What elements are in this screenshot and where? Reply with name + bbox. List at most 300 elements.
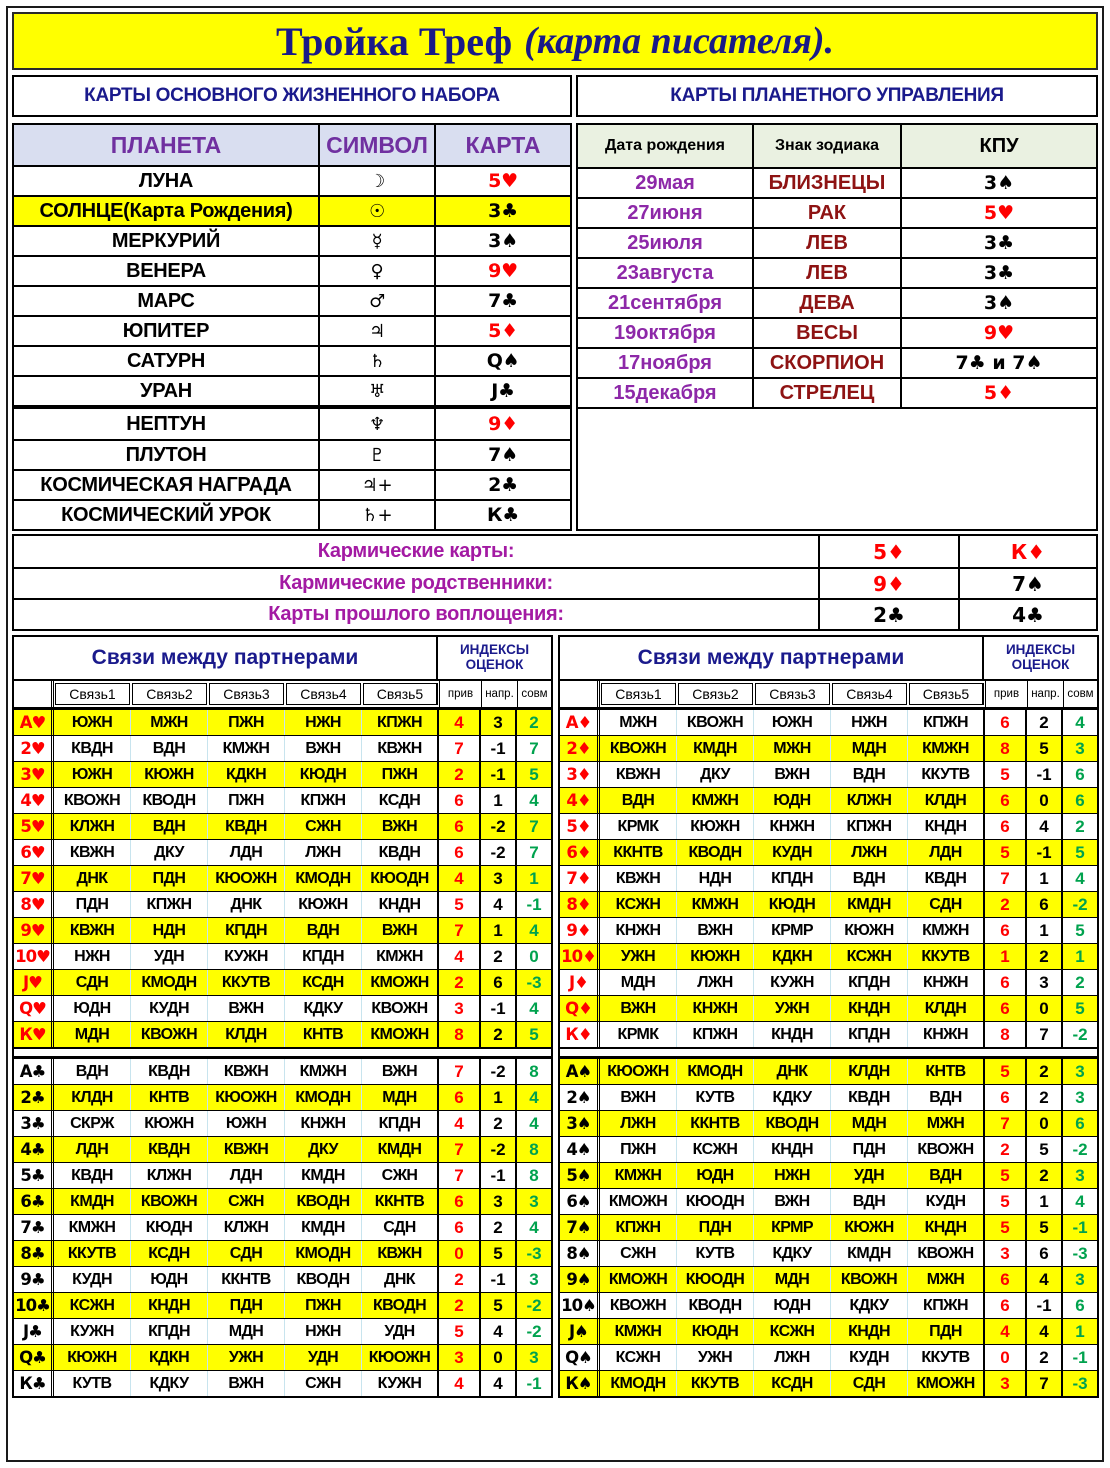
link-value: КВОДН: [362, 1293, 439, 1318]
link-value: НЖН: [285, 1319, 362, 1344]
card-label: 8♣: [14, 1241, 54, 1266]
link-value: КВОДН: [131, 788, 208, 813]
planet-row: [14, 375, 570, 405]
partner-row: [14, 865, 551, 891]
partners-section: [12, 635, 1098, 1398]
kpu-card: 7♣ и 7♠: [955, 352, 1043, 374]
planet-row: [14, 405, 570, 439]
index-sovm: 5: [1075, 920, 1085, 940]
link-value: КПЖН: [908, 1293, 985, 1318]
index-sovm: -3: [526, 1243, 542, 1263]
planet-card: К♣: [487, 504, 519, 526]
link-value: ВЖН: [600, 996, 677, 1021]
index-napr: 5: [1027, 1215, 1063, 1240]
zodiac-sign: СТРЕЛЕЦ: [754, 379, 902, 407]
planet-row: [14, 345, 570, 375]
index-priv: 5: [985, 1059, 1027, 1084]
index-sovm: 5: [529, 764, 539, 784]
index-napr: 1: [1027, 866, 1063, 891]
karmic-card-1: 5♦: [820, 536, 960, 567]
link-value: КМДН: [831, 1241, 908, 1266]
index-sovm: 3: [1075, 1087, 1085, 1107]
card-label: 8♠: [560, 1241, 600, 1266]
link-value: ККНТВ: [600, 840, 677, 865]
index-napr: 2: [1027, 1345, 1063, 1370]
partner-row: [560, 1084, 1097, 1110]
link-value: КПЖН: [600, 1215, 677, 1240]
partner-row: [14, 787, 551, 813]
ruling-row: [578, 167, 1096, 197]
col-header-kpu: КПУ: [979, 134, 1019, 157]
link-value: ПДН: [677, 1215, 754, 1240]
planet-name: КОСМИЧЕСКАЯ НАГРАДА: [14, 471, 320, 499]
partners-right-body: [560, 681, 1097, 1396]
link-value: КМДН: [362, 1137, 439, 1162]
link-value: КМДН: [54, 1189, 131, 1214]
link-value: СЖН: [285, 814, 362, 839]
index-priv: 5: [985, 1189, 1027, 1214]
empty-box: [576, 409, 1098, 531]
link-value: МЖН: [131, 710, 208, 735]
link-value: ПЖН: [285, 1293, 362, 1318]
index-napr: 2: [1027, 1085, 1063, 1110]
link-value: ККУТВ: [677, 1371, 754, 1396]
link-value: ДКУ: [285, 1137, 362, 1162]
link-value: КНДН: [908, 1215, 985, 1240]
ruling-row: [578, 347, 1096, 377]
partner-row: [14, 1021, 551, 1047]
partner-row: [14, 1110, 551, 1136]
link-value: КРМК: [600, 1022, 677, 1047]
link-value: КМЖН: [362, 944, 439, 969]
index-napr: -1: [481, 1267, 517, 1292]
link-value: УДН: [131, 944, 208, 969]
index-priv: 5: [439, 892, 481, 917]
planet-row: [14, 439, 570, 469]
col-header-zodiac: Знак зодиака: [754, 125, 902, 167]
index-napr: -1: [1027, 840, 1063, 865]
link-value: КНДН: [131, 1293, 208, 1318]
link-value: КЮОЖН: [208, 1085, 285, 1110]
link-value: МДН: [208, 1319, 285, 1344]
partner-row: [14, 1292, 551, 1318]
link-value: КМОЖН: [600, 1189, 677, 1214]
ruling-table: [576, 123, 1098, 409]
link-value: ВДН: [831, 866, 908, 891]
card-label: 9♠: [560, 1267, 600, 1292]
link-value: КСДН: [285, 970, 362, 995]
link-value: ВДН: [600, 788, 677, 813]
link-value: ККУТВ: [54, 1241, 131, 1266]
link-value: КМЖН: [908, 918, 985, 943]
link-value: КВДН: [54, 1163, 131, 1188]
partner-row: [560, 1370, 1097, 1396]
planet-table-header: [14, 125, 570, 165]
kpu-card: 5♦: [983, 382, 1015, 404]
birth-date: 27июня: [578, 199, 754, 227]
link-value: КУДН: [831, 1345, 908, 1370]
link-value: ВДН: [831, 762, 908, 787]
card-label: К♦: [560, 1022, 600, 1047]
link-value: КЛДН: [54, 1085, 131, 1110]
partner-row: [14, 917, 551, 943]
link-value: СЖН: [285, 1371, 362, 1396]
index-napr: 3: [481, 866, 517, 891]
link-value: СДН: [908, 892, 985, 917]
index-priv: 7: [439, 1059, 481, 1084]
birth-date: 29мая: [578, 169, 754, 197]
index-sovm: 6: [1075, 790, 1085, 810]
index-priv: 7: [439, 918, 481, 943]
index-sovm: 4: [529, 790, 539, 810]
link-value: ККНТВ: [208, 1267, 285, 1292]
planet-card: 5♦: [488, 320, 518, 342]
index-sovm: 0: [529, 946, 539, 966]
partner-row: [560, 761, 1097, 787]
link-value: КУТВ: [677, 1085, 754, 1110]
karmic-row: [14, 536, 1096, 567]
index-priv: 6: [985, 918, 1027, 943]
planet-card: Q♠: [486, 350, 520, 372]
index-napr: -1: [481, 1163, 517, 1188]
index-napr: 2: [1027, 1163, 1063, 1188]
link-value: ВДН: [831, 1189, 908, 1214]
index-priv: 6: [439, 1085, 481, 1110]
partner-row: [14, 891, 551, 917]
partner-row: [560, 1344, 1097, 1370]
card-label: J♣: [14, 1319, 54, 1344]
link-value: ДНК: [208, 892, 285, 917]
link-value: КВОЖН: [131, 1189, 208, 1214]
col-header-symbol: СИМВОЛ: [320, 125, 436, 165]
index-priv: 6: [985, 1085, 1027, 1110]
link-value: ЮДН: [54, 996, 131, 1021]
index-priv: 6: [985, 1267, 1027, 1292]
section-header-planetary: КАРТЫ ПЛАНЕТНОГО УПРАВЛЕНИЯ: [576, 75, 1098, 117]
link-value: КСЖН: [677, 1137, 754, 1162]
karmic-card-2: 4♣: [1012, 602, 1044, 627]
planet-symbol-icon: ♆: [320, 409, 436, 439]
partner-row: [14, 1136, 551, 1162]
partners-title: Связи между партнерами: [14, 637, 438, 679]
partner-row: [14, 969, 551, 995]
planet-row: [14, 315, 570, 345]
card-label: 4♠: [560, 1137, 600, 1162]
index-napr: 1: [481, 918, 517, 943]
index-priv: 3: [985, 1371, 1027, 1396]
partner-row: [560, 865, 1097, 891]
partner-row: [14, 1344, 551, 1370]
link-value: ДНК: [362, 1267, 439, 1292]
index-priv: 4: [439, 710, 481, 735]
index-napr: 7: [1027, 1371, 1063, 1396]
karmic-rows: [14, 536, 1096, 629]
planet-rows: [14, 165, 570, 529]
link-value: КЮДН: [285, 762, 362, 787]
link-value: ВЖН: [600, 1085, 677, 1110]
link-value: КНТВ: [285, 1022, 362, 1047]
index-priv: 0: [439, 1241, 481, 1266]
col-header-birth-date: Дата рождения: [578, 125, 754, 167]
partner-row: [560, 1110, 1097, 1136]
link-value: КВДН: [54, 736, 131, 761]
card-label: 3♠: [560, 1111, 600, 1136]
link-value: КСДН: [131, 1241, 208, 1266]
partner-row: [14, 1318, 551, 1344]
index-priv: 5: [439, 1319, 481, 1344]
link-value: КВЖН: [208, 1059, 285, 1084]
index-napr: 4: [1027, 1319, 1063, 1344]
index-priv: 3: [985, 1241, 1027, 1266]
index-sovm: 4: [529, 920, 539, 940]
link-value: КВОЖН: [362, 996, 439, 1021]
zodiac-sign: ДЕВА: [754, 289, 902, 317]
link-value: КМОДН: [285, 1085, 362, 1110]
planet-name: КОСМИЧЕСКИЙ УРОК: [14, 501, 320, 529]
link-value: ПЖН: [208, 788, 285, 813]
karmic-card-1: 9♦: [820, 569, 960, 598]
partners-table-right: [558, 635, 1099, 1398]
partner-row: [14, 813, 551, 839]
planet-name: ВЕНЕРА: [14, 257, 320, 285]
card-label: 10♦: [560, 944, 600, 969]
index-sovm: -1: [1072, 1347, 1088, 1367]
link-value: ВЖН: [362, 814, 439, 839]
index-priv: 6: [439, 814, 481, 839]
link-value: КВЖН: [208, 1137, 285, 1162]
link-value: КПДН: [131, 1319, 208, 1344]
link-value: КУЖН: [362, 1371, 439, 1396]
link-value: ККНТВ: [362, 1189, 439, 1214]
partner-row: [560, 1058, 1097, 1084]
link-value: КМОДН: [131, 970, 208, 995]
planet-card: 2♣: [488, 474, 518, 496]
link-value: КПДН: [831, 970, 908, 995]
link-value: КПДН: [208, 918, 285, 943]
link-value: ВДН: [285, 918, 362, 943]
partner-row: [560, 943, 1097, 969]
link-col-header: Связь3: [209, 683, 284, 705]
index-col-header: напр.: [481, 681, 517, 707]
link-value: КНТВ: [131, 1085, 208, 1110]
card-label: 4♣: [14, 1137, 54, 1162]
link-value: НЖН: [285, 710, 362, 735]
link-value: КДКН: [131, 1345, 208, 1370]
planet-name: ЛУНА: [14, 167, 320, 195]
index-priv: 2: [439, 1267, 481, 1292]
link-col-header: Связь5: [909, 683, 984, 705]
link-value: КМЖН: [208, 736, 285, 761]
link-value: КДКУ: [285, 996, 362, 1021]
link-value: КСЖН: [600, 892, 677, 917]
link-value: ВЖН: [677, 918, 754, 943]
link-value: ЮЖН: [54, 762, 131, 787]
link-value: КЛЖН: [208, 1215, 285, 1240]
link-value: СЖН: [362, 1163, 439, 1188]
link-value: КУЖН: [54, 1319, 131, 1344]
link-value: ЛДН: [208, 840, 285, 865]
index-napr: -2: [481, 1059, 517, 1084]
link-value: ДКУ: [677, 762, 754, 787]
birth-date: 15декабря: [578, 379, 754, 407]
link-value: КПЖН: [362, 710, 439, 735]
link-value: ККУТВ: [908, 1345, 985, 1370]
index-col-header: совм: [517, 681, 551, 707]
index-napr: 5: [481, 1293, 517, 1318]
karmic-card-1: 2♣: [820, 600, 960, 629]
card-label: А♦: [560, 710, 600, 735]
link-value: КУЖН: [754, 970, 831, 995]
link-value: КРМР: [754, 1215, 831, 1240]
link-value: ЮДН: [131, 1267, 208, 1292]
link-value: МДН: [831, 736, 908, 761]
index-priv: 5: [985, 1215, 1027, 1240]
index-sovm: 4: [529, 1113, 539, 1133]
card-label: 5♦: [560, 814, 600, 839]
link-value: ПЖН: [600, 1137, 677, 1162]
card-label: 2♦: [560, 736, 600, 761]
link-value: ЛЖН: [831, 840, 908, 865]
link-value: УДН: [285, 1345, 362, 1370]
index-priv: 6: [985, 970, 1027, 995]
link-value: КПЖН: [677, 1022, 754, 1047]
link-value: КНДН: [362, 892, 439, 917]
link-value: КЮДН: [677, 1319, 754, 1344]
link-value: УДН: [362, 1319, 439, 1344]
index-sovm: -2: [526, 1321, 542, 1341]
index-napr: 6: [1027, 1241, 1063, 1266]
link-value: СЖН: [208, 1189, 285, 1214]
partner-row: [14, 1162, 551, 1188]
kpu-card: 3♣: [983, 262, 1015, 284]
link-value: ЮЖН: [754, 710, 831, 735]
link-value: КВОДН: [677, 840, 754, 865]
card-label: К♥: [14, 1022, 54, 1047]
link-value: КНДН: [754, 1137, 831, 1162]
planet-symbol-icon: ♇: [320, 441, 436, 469]
link-value: КВДН: [831, 1085, 908, 1110]
birth-date: 25июля: [578, 229, 754, 257]
card-label: Q♦: [560, 996, 600, 1021]
link-value: ЛЖН: [285, 840, 362, 865]
card-label: Q♣: [14, 1345, 54, 1370]
link-value: КЛДН: [908, 996, 985, 1021]
link-col-header: Связь2: [678, 683, 753, 705]
index-priv: 6: [985, 1293, 1027, 1318]
index-sovm: 1: [1075, 1321, 1085, 1341]
link-value: КМЖН: [677, 788, 754, 813]
link-value: МДН: [54, 1022, 131, 1047]
link-value: КУТВ: [54, 1371, 131, 1396]
link-value: КВОЖН: [908, 1241, 985, 1266]
index-priv: 7: [439, 1163, 481, 1188]
link-col-header: Связь2: [132, 683, 207, 705]
partner-row: [560, 1136, 1097, 1162]
index-sovm: -2: [1072, 1139, 1088, 1159]
karmic-label: Кармические карты:: [14, 536, 820, 567]
link-value: КПДН: [362, 1111, 439, 1136]
index-priv: 2: [985, 892, 1027, 917]
kpu-card: 9♥: [983, 322, 1015, 344]
link-value: КВОДН: [754, 1111, 831, 1136]
link-value: СДН: [831, 1371, 908, 1396]
index-napr: 4: [1027, 814, 1063, 839]
link-value: КЛЖН: [54, 814, 131, 839]
index-sovm: -2: [1072, 1024, 1088, 1044]
index-priv: 3: [439, 996, 481, 1021]
link-value: КУДН: [54, 1267, 131, 1292]
link-value: КНЖН: [754, 814, 831, 839]
index-napr: -1: [481, 996, 517, 1021]
index-priv: 5: [985, 840, 1027, 865]
link-value: КВОЖН: [600, 1293, 677, 1318]
link-value: СЖН: [600, 1241, 677, 1266]
index-scores-title: ИНДЕКСЫ ОЦЕНОК: [1005, 642, 1076, 672]
link-value: ПДН: [831, 1137, 908, 1162]
link-value: КМДН: [285, 1163, 362, 1188]
index-sovm: 3: [1075, 1269, 1085, 1289]
card-label: 5♠: [560, 1163, 600, 1188]
link-value: КМЖН: [600, 1319, 677, 1344]
link-value: КСДН: [362, 788, 439, 813]
card-label: 2♠: [560, 1085, 600, 1110]
index-priv: 6: [985, 788, 1027, 813]
ruling-row: [578, 317, 1096, 347]
kpu-card: 3♣: [983, 232, 1015, 254]
index-sovm: 8: [529, 1165, 539, 1185]
card-label: 3♦: [560, 762, 600, 787]
partner-row: [560, 1266, 1097, 1292]
zodiac-sign: СКОРПИОН: [754, 349, 902, 377]
planet-row: [14, 285, 570, 315]
link-value: КНДН: [831, 1319, 908, 1344]
planet-row: [14, 165, 570, 195]
index-napr: 0: [481, 1345, 517, 1370]
index-napr: 3: [1027, 970, 1063, 995]
link-value: КЮЖН: [677, 944, 754, 969]
planet-symbol-icon: ♀: [320, 257, 436, 285]
link-value: КЮЖН: [831, 1215, 908, 1240]
index-sovm: -1: [526, 1373, 542, 1393]
link-value: КВОЖН: [908, 1137, 985, 1162]
birth-date: 17ноября: [578, 349, 754, 377]
partner-row: [560, 995, 1097, 1021]
link-value: ККНТВ: [677, 1111, 754, 1136]
index-napr: 2: [481, 1215, 517, 1240]
index-napr: 3: [481, 710, 517, 735]
partners-subheader: [14, 681, 551, 709]
link-value: КСДН: [754, 1371, 831, 1396]
card-label: 7♠: [560, 1215, 600, 1240]
card-label: 9♣: [14, 1267, 54, 1292]
index-priv: 6: [985, 996, 1027, 1021]
planet-row: [14, 225, 570, 255]
link-value: ВЖН: [362, 918, 439, 943]
link-value: ЮЖН: [208, 1111, 285, 1136]
index-priv: 4: [439, 866, 481, 891]
partner-row: [14, 1188, 551, 1214]
planet-table: [12, 123, 572, 531]
link-value: КСЖН: [754, 1319, 831, 1344]
planet-symbol-icon: ☿: [320, 227, 436, 255]
partner-row: [14, 995, 551, 1021]
index-sovm: -3: [1072, 1373, 1088, 1393]
index-priv: 5: [985, 762, 1027, 787]
partner-row: [14, 709, 551, 735]
link-value: УЖН: [754, 996, 831, 1021]
index-sovm: 4: [1075, 1191, 1085, 1211]
link-value: КДКН: [754, 944, 831, 969]
